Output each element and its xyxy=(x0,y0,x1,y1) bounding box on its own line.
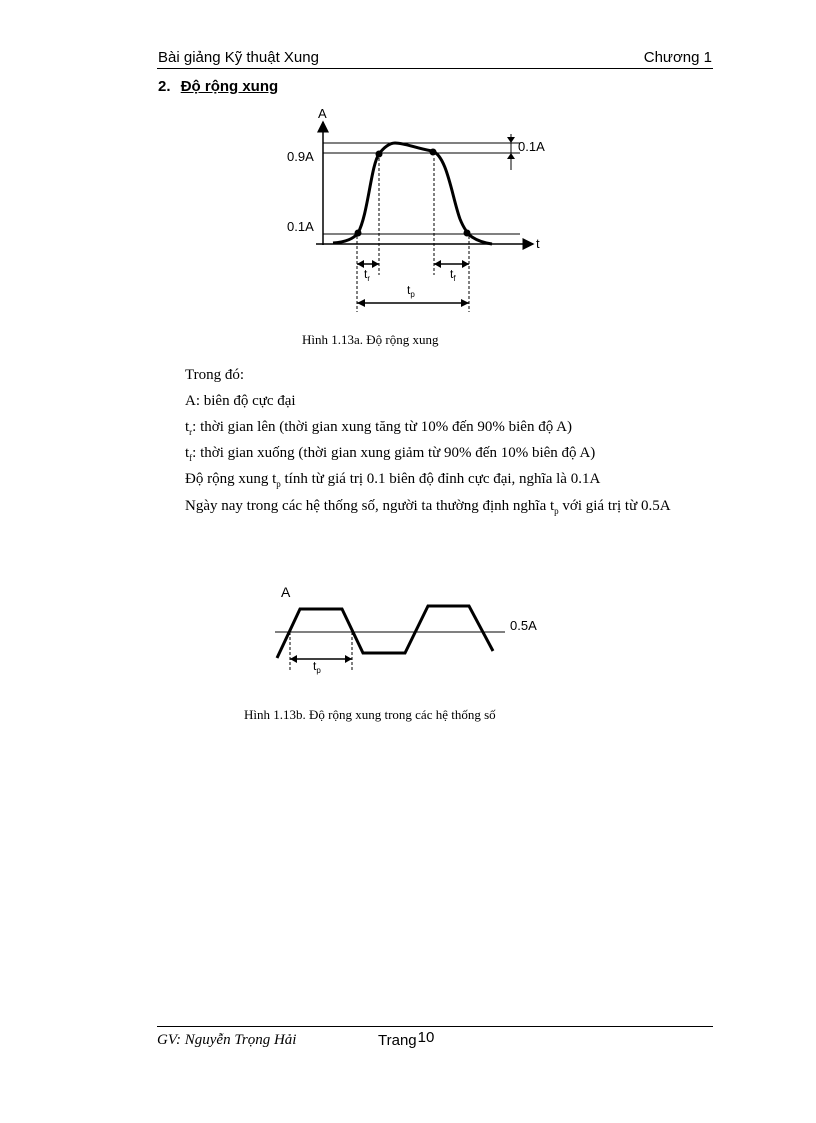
tr-text: : thời gian lên (thời gian xung tăng từ 10% đến 90% biên độ A) xyxy=(192,419,572,435)
point-rise-low xyxy=(355,230,362,237)
overshoot-arrow-bottom xyxy=(507,153,515,159)
tf-subscript: f xyxy=(189,453,193,463)
tp-arrow-right xyxy=(461,299,469,307)
nowadays-pre: Ngày nay trong các hệ thống số, người ta thường định nghĩa t xyxy=(185,498,555,514)
tp-b-arrow-right xyxy=(345,655,352,663)
label-axis-a: A xyxy=(318,106,327,121)
label-tp: $t_p$ xyxy=(407,283,415,299)
width-subscript: p xyxy=(276,479,281,489)
nowadays-post: với giá trị từ 0.5A xyxy=(558,498,671,514)
def-rise-time xyxy=(185,418,713,441)
header-title: Bài giảng Kỹ thuật Xung xyxy=(158,49,319,66)
tr-arrow-right xyxy=(372,260,379,268)
tr-symbol: t xyxy=(185,419,190,435)
intro-text: Trong đó: xyxy=(185,367,245,383)
point-fall-low xyxy=(464,230,471,237)
label-tr: $t_r$ xyxy=(364,267,371,283)
nowadays-subscript: p xyxy=(554,506,559,516)
tr-arrow-left xyxy=(357,260,364,268)
tf-symbol: t xyxy=(185,445,190,461)
tf-arrow-right xyxy=(462,260,469,268)
figure-b-caption: Hình 1.13b. Độ rộng xung trong các hệ thống số xyxy=(244,707,496,722)
point-fall-high xyxy=(430,149,437,156)
def-fall-time xyxy=(185,444,713,467)
figure-digital-pulse xyxy=(0,570,816,690)
section-number: 2. xyxy=(158,78,171,95)
nowadays-paragraph xyxy=(185,497,713,520)
label-tp-b: $t_p$ xyxy=(313,659,321,675)
footer-page-label: Trang xyxy=(378,1032,417,1049)
label-overshoot: 0.1A xyxy=(518,139,545,154)
footer-author: GV: Nguyễn Trọng Hải xyxy=(157,1032,297,1048)
width-pre: Độ rộng xung t xyxy=(185,471,277,487)
footer-rule xyxy=(157,1026,713,1027)
tf-text: : thời gian xuống (thời gian xung giảm từ 90% đến 10% biên độ A) xyxy=(192,445,596,461)
def-pulse-width xyxy=(185,470,713,493)
overshoot-arrow-top xyxy=(507,137,515,143)
pulse-curve xyxy=(333,143,492,244)
header-chapter: Chương 1 xyxy=(643,49,712,66)
label-axis-t: t xyxy=(536,236,540,251)
label-tf: $t_f$ xyxy=(450,267,456,283)
tp-arrow-left xyxy=(357,299,365,307)
footer-page xyxy=(378,1029,435,1049)
tp-b-arrow-left xyxy=(290,655,297,663)
figure-pulse-width xyxy=(0,0,816,340)
tf-arrow-left xyxy=(434,260,441,268)
label-level-05: 0.5A xyxy=(510,618,537,633)
footer-page-number: 10 xyxy=(417,1029,435,1046)
label-level-09: 0.9A xyxy=(287,149,314,164)
point-rise-high xyxy=(376,151,383,158)
figure-a-caption: Hình 1.13a. Độ rộng xung xyxy=(302,332,439,347)
label-amp: A xyxy=(281,584,291,600)
def-amplitude: A: biên độ cực đại xyxy=(185,393,296,409)
tr-subscript: r xyxy=(189,427,193,437)
width-post: tính từ giá trị 0.1 biên độ đỉnh cực đại, nghĩa là 0.1A xyxy=(280,471,601,487)
label-level-01: 0.1A xyxy=(287,219,314,234)
section-title: Độ rộng xung xyxy=(180,78,279,95)
